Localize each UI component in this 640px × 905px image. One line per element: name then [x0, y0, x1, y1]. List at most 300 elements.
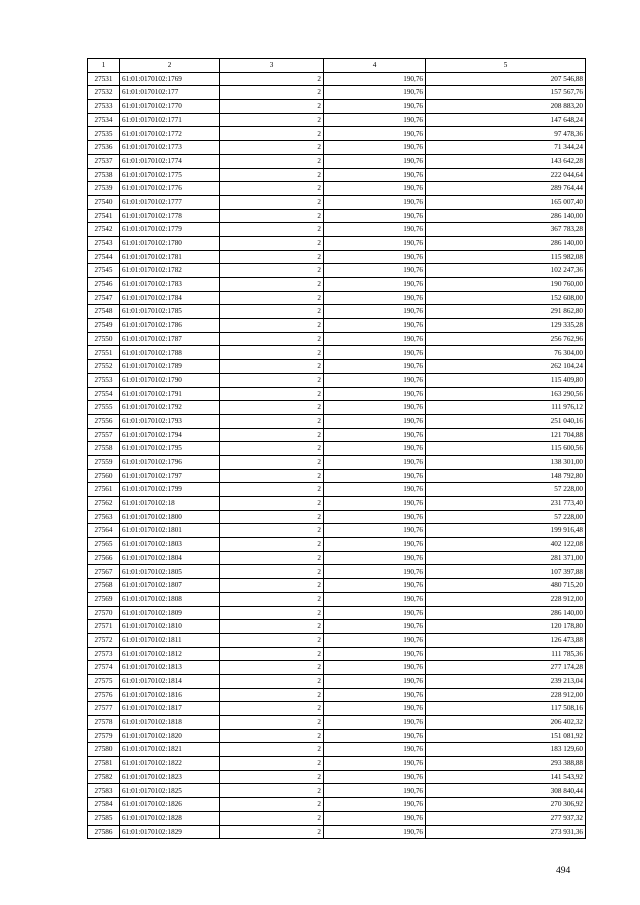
table-row	[88, 319, 586, 333]
table-cell-col-3: 2	[220, 223, 324, 237]
table-cell-col-3: 2	[220, 798, 324, 812]
table-cell-col-4: 190,76	[324, 483, 426, 497]
column-header-3: 3	[220, 59, 324, 73]
table-cell-col-1: 27531	[88, 72, 120, 86]
table-row	[88, 620, 586, 634]
table-row	[88, 798, 586, 812]
table-cell-col-5: 117 508,16	[426, 702, 586, 716]
table-cell-col-1: 27586	[88, 825, 120, 839]
table-cell-col-2: 61:01:0170102:1817	[120, 702, 220, 716]
table-cell-col-5: 97 478,36	[426, 127, 586, 141]
table-cell-col-4: 190,76	[324, 729, 426, 743]
table-cell-col-4: 190,76	[324, 113, 426, 127]
table-cell-col-1: 27574	[88, 661, 120, 675]
table-cell-col-4: 190,76	[324, 250, 426, 264]
table-row	[88, 592, 586, 606]
table-row	[88, 811, 586, 825]
table-cell-col-4: 190,76	[324, 154, 426, 168]
table-cell-col-2: 61:01:0170102:1810	[120, 620, 220, 634]
table-row	[88, 661, 586, 675]
table-cell-col-5: 102 247,36	[426, 264, 586, 278]
table-cell-col-5: 262 104,24	[426, 360, 586, 374]
table-row	[88, 360, 586, 374]
table-cell-col-5: 115 982,08	[426, 250, 586, 264]
table-cell-col-4: 190,76	[324, 606, 426, 620]
table-row	[88, 483, 586, 497]
table-cell-col-5: 222 044,64	[426, 168, 586, 182]
table-cell-col-2: 61:01:0170102:1791	[120, 387, 220, 401]
table-cell-col-2: 61:01:0170102:1778	[120, 209, 220, 223]
table-cell-col-5: 291 862,80	[426, 305, 586, 319]
table-cell-col-2: 61:01:0170102:1775	[120, 168, 220, 182]
table-cell-col-5: 277 174,28	[426, 661, 586, 675]
table-cell-col-4: 190,76	[324, 428, 426, 442]
table-cell-col-1: 27575	[88, 674, 120, 688]
table-cell-col-4: 190,76	[324, 674, 426, 688]
table-row	[88, 86, 586, 100]
table-body	[88, 72, 586, 839]
table-row	[88, 716, 586, 730]
table-row	[88, 743, 586, 757]
table-cell-col-3: 2	[220, 716, 324, 730]
table-cell-col-5: 115 600,56	[426, 442, 586, 456]
table-cell-col-4: 190,76	[324, 86, 426, 100]
table-cell-col-3: 2	[220, 633, 324, 647]
table-cell-col-5: 286 140,00	[426, 606, 586, 620]
table-cell-col-5: 111 785,36	[426, 647, 586, 661]
table-cell-col-1: 27557	[88, 428, 120, 442]
table-cell-col-5: 228 912,00	[426, 688, 586, 702]
table-cell-col-2: 61:01:0170102:1821	[120, 743, 220, 757]
table-cell-col-2: 61:01:0170102:1770	[120, 100, 220, 114]
table-cell-col-2: 61:01:0170102:1811	[120, 633, 220, 647]
table-cell-col-3: 2	[220, 510, 324, 524]
table-cell-col-4: 190,76	[324, 291, 426, 305]
table-cell-col-5: 231 773,40	[426, 497, 586, 511]
table-cell-col-1: 27582	[88, 770, 120, 784]
table-cell-col-1: 27571	[88, 620, 120, 634]
table-cell-col-4: 190,76	[324, 510, 426, 524]
table-cell-col-3: 2	[220, 86, 324, 100]
table-cell-col-3: 2	[220, 497, 324, 511]
table-cell-col-2: 61:01:0170102:1809	[120, 606, 220, 620]
table-cell-col-3: 2	[220, 278, 324, 292]
table-cell-col-2: 61:01:0170102:1816	[120, 688, 220, 702]
table-cell-col-4: 190,76	[324, 784, 426, 798]
table-cell-col-5: 120 178,80	[426, 620, 586, 634]
table-row	[88, 72, 586, 86]
table-row	[88, 264, 586, 278]
table-cell-col-4: 190,76	[324, 620, 426, 634]
table-cell-col-1: 27537	[88, 154, 120, 168]
table-row	[88, 702, 586, 716]
table-cell-col-3: 2	[220, 729, 324, 743]
table-cell-col-1: 27556	[88, 414, 120, 428]
table-cell-col-3: 2	[220, 346, 324, 360]
table-cell-col-2: 61:01:0170102:1800	[120, 510, 220, 524]
table-cell-col-3: 2	[220, 127, 324, 141]
table-cell-col-1: 27567	[88, 565, 120, 579]
table-cell-col-1: 27577	[88, 702, 120, 716]
table-cell-col-3: 2	[220, 264, 324, 278]
table-cell-col-2: 61:01:0170102:1829	[120, 825, 220, 839]
table-cell-col-2: 61:01:0170102:1812	[120, 647, 220, 661]
table-cell-col-4: 190,76	[324, 702, 426, 716]
table-cell-col-1: 27565	[88, 538, 120, 552]
table-cell-col-2: 61:01:0170102:1788	[120, 346, 220, 360]
table-row	[88, 729, 586, 743]
table-row	[88, 579, 586, 593]
table-cell-col-4: 190,76	[324, 565, 426, 579]
table-cell-col-2: 61:01:0170102:1783	[120, 278, 220, 292]
table-row	[88, 825, 586, 839]
table-cell-col-4: 190,76	[324, 743, 426, 757]
table-cell-col-4: 190,76	[324, 811, 426, 825]
table-cell-col-1: 27570	[88, 606, 120, 620]
table-row	[88, 497, 586, 511]
table-cell-col-4: 190,76	[324, 633, 426, 647]
table-cell-col-4: 190,76	[324, 688, 426, 702]
table-row	[88, 551, 586, 565]
table-cell-col-2: 61:01:0170102:1807	[120, 579, 220, 593]
table-cell-col-4: 190,76	[324, 141, 426, 155]
table-cell-col-1: 27544	[88, 250, 120, 264]
table-cell-col-1: 27541	[88, 209, 120, 223]
table-cell-col-4: 190,76	[324, 716, 426, 730]
table-cell-col-4: 190,76	[324, 100, 426, 114]
table-cell-col-4: 190,76	[324, 223, 426, 237]
table-cell-col-3: 2	[220, 236, 324, 250]
table-cell-col-2: 61:01:0170102:1776	[120, 182, 220, 196]
table-row	[88, 647, 586, 661]
table-row	[88, 127, 586, 141]
table-cell-col-4: 190,76	[324, 592, 426, 606]
table-cell-col-5: 57 228,00	[426, 510, 586, 524]
table-row	[88, 510, 586, 524]
table-cell-col-2: 61:01:0170102:1796	[120, 455, 220, 469]
table-cell-col-4: 190,76	[324, 195, 426, 209]
table-cell-col-4: 190,76	[324, 538, 426, 552]
column-header-4: 4	[324, 59, 426, 73]
table-cell-col-1: 27561	[88, 483, 120, 497]
table-cell-col-3: 2	[220, 442, 324, 456]
table-cell-col-5: 190 760,00	[426, 278, 586, 292]
table-cell-col-1: 27534	[88, 113, 120, 127]
table-cell-col-1: 27546	[88, 278, 120, 292]
table-row	[88, 223, 586, 237]
table-cell-col-1: 27563	[88, 510, 120, 524]
table-row	[88, 428, 586, 442]
table-cell-col-3: 2	[220, 620, 324, 634]
table-cell-col-2: 61:01:0170102:1793	[120, 414, 220, 428]
table-row	[88, 565, 586, 579]
table-cell-col-4: 190,76	[324, 373, 426, 387]
table-cell-col-1: 27573	[88, 647, 120, 661]
table-cell-col-2: 61:01:0170102:1825	[120, 784, 220, 798]
table-row	[88, 414, 586, 428]
table-cell-col-4: 190,76	[324, 127, 426, 141]
table-cell-col-4: 190,76	[324, 264, 426, 278]
table-cell-col-3: 2	[220, 455, 324, 469]
table-cell-col-5: 286 140,00	[426, 236, 586, 250]
table-cell-col-3: 2	[220, 565, 324, 579]
table-cell-col-2: 61:01:0170102:1820	[120, 729, 220, 743]
table-cell-col-2: 61:01:0170102:1818	[120, 716, 220, 730]
table-cell-col-4: 190,76	[324, 346, 426, 360]
table-cell-col-5: 293 388,88	[426, 757, 586, 771]
table-row	[88, 195, 586, 209]
table-cell-col-3: 2	[220, 154, 324, 168]
table-cell-col-3: 2	[220, 141, 324, 155]
column-header-1: 1	[88, 59, 120, 73]
table-row	[88, 387, 586, 401]
table-cell-col-2: 61:01:0170102:1787	[120, 332, 220, 346]
table-cell-col-5: 228 912,00	[426, 592, 586, 606]
table-cell-col-5: 107 397,88	[426, 565, 586, 579]
table-cell-col-2: 61:01:0170102:18	[120, 497, 220, 511]
table-cell-col-2: 61:01:0170102:1790	[120, 373, 220, 387]
table-cell-col-1: 27543	[88, 236, 120, 250]
table-cell-col-5: 206 402,32	[426, 716, 586, 730]
table-cell-col-4: 190,76	[324, 757, 426, 771]
table-cell-col-4: 190,76	[324, 360, 426, 374]
table-cell-col-1: 27548	[88, 305, 120, 319]
table-cell-col-4: 190,76	[324, 442, 426, 456]
table-cell-col-3: 2	[220, 250, 324, 264]
table-cell-col-3: 2	[220, 688, 324, 702]
table-cell-col-3: 2	[220, 291, 324, 305]
table-cell-col-5: 207 546,88	[426, 72, 586, 86]
table-cell-col-5: 289 764,44	[426, 182, 586, 196]
table-cell-col-4: 190,76	[324, 387, 426, 401]
table-cell-col-2: 61:01:0170102:1771	[120, 113, 220, 127]
table-cell-col-2: 61:01:0170102:1813	[120, 661, 220, 675]
table-cell-col-5: 199 916,48	[426, 524, 586, 538]
table-cell-col-5: 183 129,60	[426, 743, 586, 757]
table-row	[88, 278, 586, 292]
table-cell-col-4: 190,76	[324, 414, 426, 428]
table-cell-col-2: 61:01:0170102:1769	[120, 72, 220, 86]
table-cell-col-5: 281 371,00	[426, 551, 586, 565]
table-cell-col-5: 143 642,28	[426, 154, 586, 168]
table-cell-col-1: 27540	[88, 195, 120, 209]
table-cell-col-2: 61:01:0170102:1772	[120, 127, 220, 141]
table-cell-col-5: 151 081,92	[426, 729, 586, 743]
table-cell-col-2: 61:01:0170102:1799	[120, 483, 220, 497]
table-cell-col-1: 27555	[88, 401, 120, 415]
table-cell-col-4: 190,76	[324, 524, 426, 538]
table-cell-col-3: 2	[220, 428, 324, 442]
table-cell-col-4: 190,76	[324, 551, 426, 565]
table-cell-col-3: 2	[220, 209, 324, 223]
table-cell-col-1: 27585	[88, 811, 120, 825]
table-row	[88, 332, 586, 346]
table-cell-col-5: 157 567,76	[426, 86, 586, 100]
table-cell-col-3: 2	[220, 401, 324, 415]
table-row	[88, 250, 586, 264]
table-cell-col-1: 27536	[88, 141, 120, 155]
table-cell-col-1: 27580	[88, 743, 120, 757]
table-cell-col-1: 27553	[88, 373, 120, 387]
table-cell-col-4: 190,76	[324, 647, 426, 661]
table-cell-col-2: 61:01:0170102:1808	[120, 592, 220, 606]
table-cell-col-1: 27578	[88, 716, 120, 730]
table-row	[88, 291, 586, 305]
table-row	[88, 524, 586, 538]
table-cell-col-1: 27532	[88, 86, 120, 100]
table-cell-col-2: 61:01:0170102:1792	[120, 401, 220, 415]
table-cell-col-4: 190,76	[324, 182, 426, 196]
table-cell-col-4: 190,76	[324, 825, 426, 839]
table-cell-col-5: 208 883,20	[426, 100, 586, 114]
table-cell-col-4: 190,76	[324, 209, 426, 223]
table-cell-col-3: 2	[220, 305, 324, 319]
table-cell-col-4: 190,76	[324, 469, 426, 483]
table-cell-col-5: 402 122,08	[426, 538, 586, 552]
table-cell-col-2: 61:01:0170102:1826	[120, 798, 220, 812]
table-cell-col-5: 152 608,00	[426, 291, 586, 305]
table-row	[88, 182, 586, 196]
table-cell-col-3: 2	[220, 469, 324, 483]
table-row	[88, 770, 586, 784]
table-cell-col-2: 61:01:0170102:1784	[120, 291, 220, 305]
table-cell-col-2: 61:01:0170102:1780	[120, 236, 220, 250]
table-cell-col-2: 61:01:0170102:1822	[120, 757, 220, 771]
table-cell-col-1: 27545	[88, 264, 120, 278]
table-row	[88, 236, 586, 250]
page-number: 494	[556, 866, 571, 876]
table-cell-col-5: 126 473,88	[426, 633, 586, 647]
table-cell-col-3: 2	[220, 606, 324, 620]
table-cell-col-5: 270 306,92	[426, 798, 586, 812]
table-cell-col-5: 273 931,36	[426, 825, 586, 839]
table-cell-col-2: 61:01:0170102:1779	[120, 223, 220, 237]
table-row	[88, 346, 586, 360]
table-cell-col-5: 147 648,24	[426, 113, 586, 127]
table-cell-col-5: 165 007,40	[426, 195, 586, 209]
table-cell-col-1: 27542	[88, 223, 120, 237]
table-row	[88, 784, 586, 798]
table-cell-col-4: 190,76	[324, 661, 426, 675]
table-cell-col-3: 2	[220, 319, 324, 333]
table-cell-col-3: 2	[220, 100, 324, 114]
table-cell-col-1: 27558	[88, 442, 120, 456]
table-cell-col-5: 308 840,44	[426, 784, 586, 798]
table-row	[88, 141, 586, 155]
table-cell-col-3: 2	[220, 387, 324, 401]
table-header	[88, 59, 586, 73]
table-row	[88, 606, 586, 620]
table-row	[88, 674, 586, 688]
table-row	[88, 633, 586, 647]
table-cell-col-3: 2	[220, 538, 324, 552]
table-cell-col-4: 190,76	[324, 579, 426, 593]
table-cell-col-2: 61:01:0170102:1797	[120, 469, 220, 483]
table-cell-col-5: 115 409,80	[426, 373, 586, 387]
table-cell-col-2: 61:01:0170102:1781	[120, 250, 220, 264]
table-row	[88, 455, 586, 469]
table-cell-col-4: 190,76	[324, 72, 426, 86]
table-cell-col-3: 2	[220, 674, 324, 688]
table-cell-col-4: 190,76	[324, 319, 426, 333]
table-row	[88, 154, 586, 168]
table-cell-col-2: 61:01:0170102:1828	[120, 811, 220, 825]
table-cell-col-1: 27584	[88, 798, 120, 812]
table-cell-col-1: 27538	[88, 168, 120, 182]
table-cell-col-2: 61:01:0170102:1795	[120, 442, 220, 456]
table-cell-col-1: 27569	[88, 592, 120, 606]
table-cell-col-3: 2	[220, 113, 324, 127]
table-row	[88, 442, 586, 456]
table-cell-col-2: 61:01:0170102:1774	[120, 154, 220, 168]
table-cell-col-2: 61:01:0170102:1804	[120, 551, 220, 565]
table-row	[88, 305, 586, 319]
table-cell-col-4: 190,76	[324, 332, 426, 346]
table-cell-col-3: 2	[220, 579, 324, 593]
table-cell-col-3: 2	[220, 72, 324, 86]
table-cell-col-5: 480 715,20	[426, 579, 586, 593]
table-cell-col-5: 76 304,00	[426, 346, 586, 360]
table-cell-col-1: 27562	[88, 497, 120, 511]
table-row	[88, 100, 586, 114]
table-cell-col-5: 286 140,00	[426, 209, 586, 223]
table-cell-col-3: 2	[220, 195, 324, 209]
table-cell-col-2: 61:01:0170102:1786	[120, 319, 220, 333]
table-cell-col-1: 27576	[88, 688, 120, 702]
table-cell-col-1: 27559	[88, 455, 120, 469]
table-cell-col-2: 61:01:0170102:1773	[120, 141, 220, 155]
table-cell-col-1: 27550	[88, 332, 120, 346]
table-cell-col-1: 27581	[88, 757, 120, 771]
table-cell-col-3: 2	[220, 784, 324, 798]
table-cell-col-3: 2	[220, 360, 324, 374]
table-cell-col-3: 2	[220, 702, 324, 716]
table-cell-col-3: 2	[220, 647, 324, 661]
table-cell-col-2: 61:01:0170102:1805	[120, 565, 220, 579]
data-table	[87, 58, 586, 839]
table-cell-col-3: 2	[220, 825, 324, 839]
table-cell-col-5: 121 704,88	[426, 428, 586, 442]
table-cell-col-5: 141 543,92	[426, 770, 586, 784]
table-cell-col-1: 27579	[88, 729, 120, 743]
table-cell-col-3: 2	[220, 551, 324, 565]
table-cell-col-5: 367 783,28	[426, 223, 586, 237]
table-cell-col-1: 27549	[88, 319, 120, 333]
table-cell-col-2: 61:01:0170102:1785	[120, 305, 220, 319]
table-cell-col-1: 27568	[88, 579, 120, 593]
table-cell-col-1: 27583	[88, 784, 120, 798]
column-header-5: 5	[426, 59, 586, 73]
table-cell-col-2: 61:01:0170102:1801	[120, 524, 220, 538]
table-cell-col-3: 2	[220, 332, 324, 346]
table-cell-col-3: 2	[220, 168, 324, 182]
table-row	[88, 538, 586, 552]
table-cell-col-5: 251 040,16	[426, 414, 586, 428]
table-cell-col-4: 190,76	[324, 305, 426, 319]
table-cell-col-5: 277 937,32	[426, 811, 586, 825]
header-row	[88, 59, 586, 73]
table-cell-col-1: 27566	[88, 551, 120, 565]
table-row	[88, 373, 586, 387]
table-cell-col-5: 148 792,80	[426, 469, 586, 483]
table-cell-col-3: 2	[220, 373, 324, 387]
table-cell-col-3: 2	[220, 524, 324, 538]
table-cell-col-5: 138 301,00	[426, 455, 586, 469]
table-cell-col-3: 2	[220, 182, 324, 196]
table-cell-col-4: 190,76	[324, 497, 426, 511]
table-cell-col-4: 190,76	[324, 798, 426, 812]
table-cell-col-1: 27551	[88, 346, 120, 360]
